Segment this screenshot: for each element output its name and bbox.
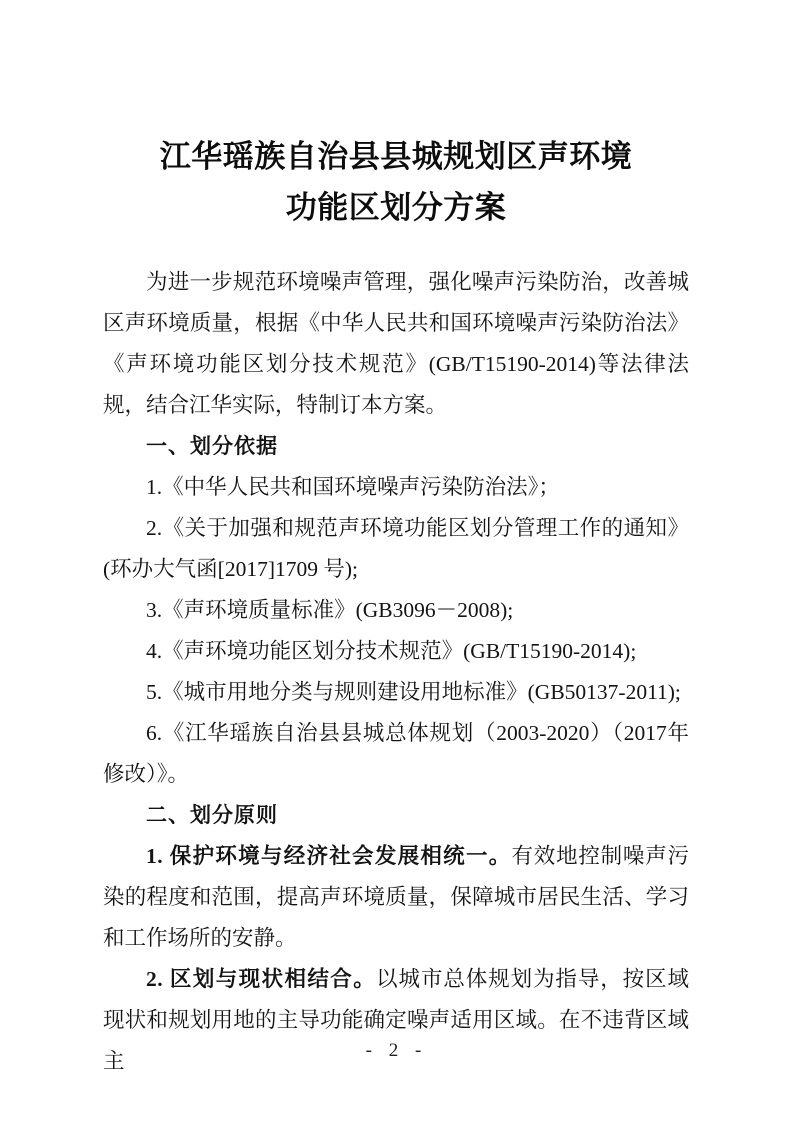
document-title <box>103 131 689 233</box>
document-body <box>103 262 689 1082</box>
intro-paragraph: 为进一步规范环境噪声管理，强化噪声污染防治，改善城区声环境质量，根据《中华人民共和国环境噪声污染防治法》《声环境功能区划分技术规范》(GB/T15190-2014)等法律法规，结合江华实际，特制订本方案。 <box>103 270 689 417</box>
list-item: 2.《关于加强和规范声环境功能区划分管理工作的通知》(环办大气函[2017]1709 号); <box>103 516 689 581</box>
list-item: 3.《声环境质量标准》(GB3096－2008); <box>146 598 514 622</box>
list-item: 4.《声环境功能区划分技术规范》(GB/T15190-2014); <box>146 639 637 663</box>
document-title-line2: 功能区划分方案 <box>285 190 507 225</box>
section2-heading: 二、划分原则 <box>146 804 278 827</box>
page-number: - 2 - <box>365 1040 428 1061</box>
document-title-line1: 江华瑶族自治县县城规划区声环境 <box>159 139 633 174</box>
document-content <box>103 131 689 1082</box>
principle-paragraph <box>103 959 689 1082</box>
principle-body: 有效地控制噪声污染的程度和范围，提高声环境质量，保障城市居民生活、学习和工作场所的安静。 <box>103 844 689 950</box>
list-item: 6.《江华瑶族自治县县城总体规划（2003-2020）（2017年修改）》。 <box>103 721 689 786</box>
principle-lead: 1. 保护环境与经济社会发展相统一。 <box>146 844 512 868</box>
principle-paragraph <box>103 836 689 959</box>
principle-lead: 2. 区划与现状相结合。 <box>146 967 377 991</box>
list-item: 5.《城市用地分类与规则建设用地标准》(GB50137-2011); <box>146 680 681 704</box>
principle-body: 以城市总体规划为指导，按区域现状和规划用地的主导功能确定噪声适用区域。在不违背区域主 <box>103 967 689 1073</box>
list-item: 1.《中华人民共和国环境噪声污染防治法》； <box>146 475 560 499</box>
section1-heading: 一、划分依据 <box>146 435 278 458</box>
